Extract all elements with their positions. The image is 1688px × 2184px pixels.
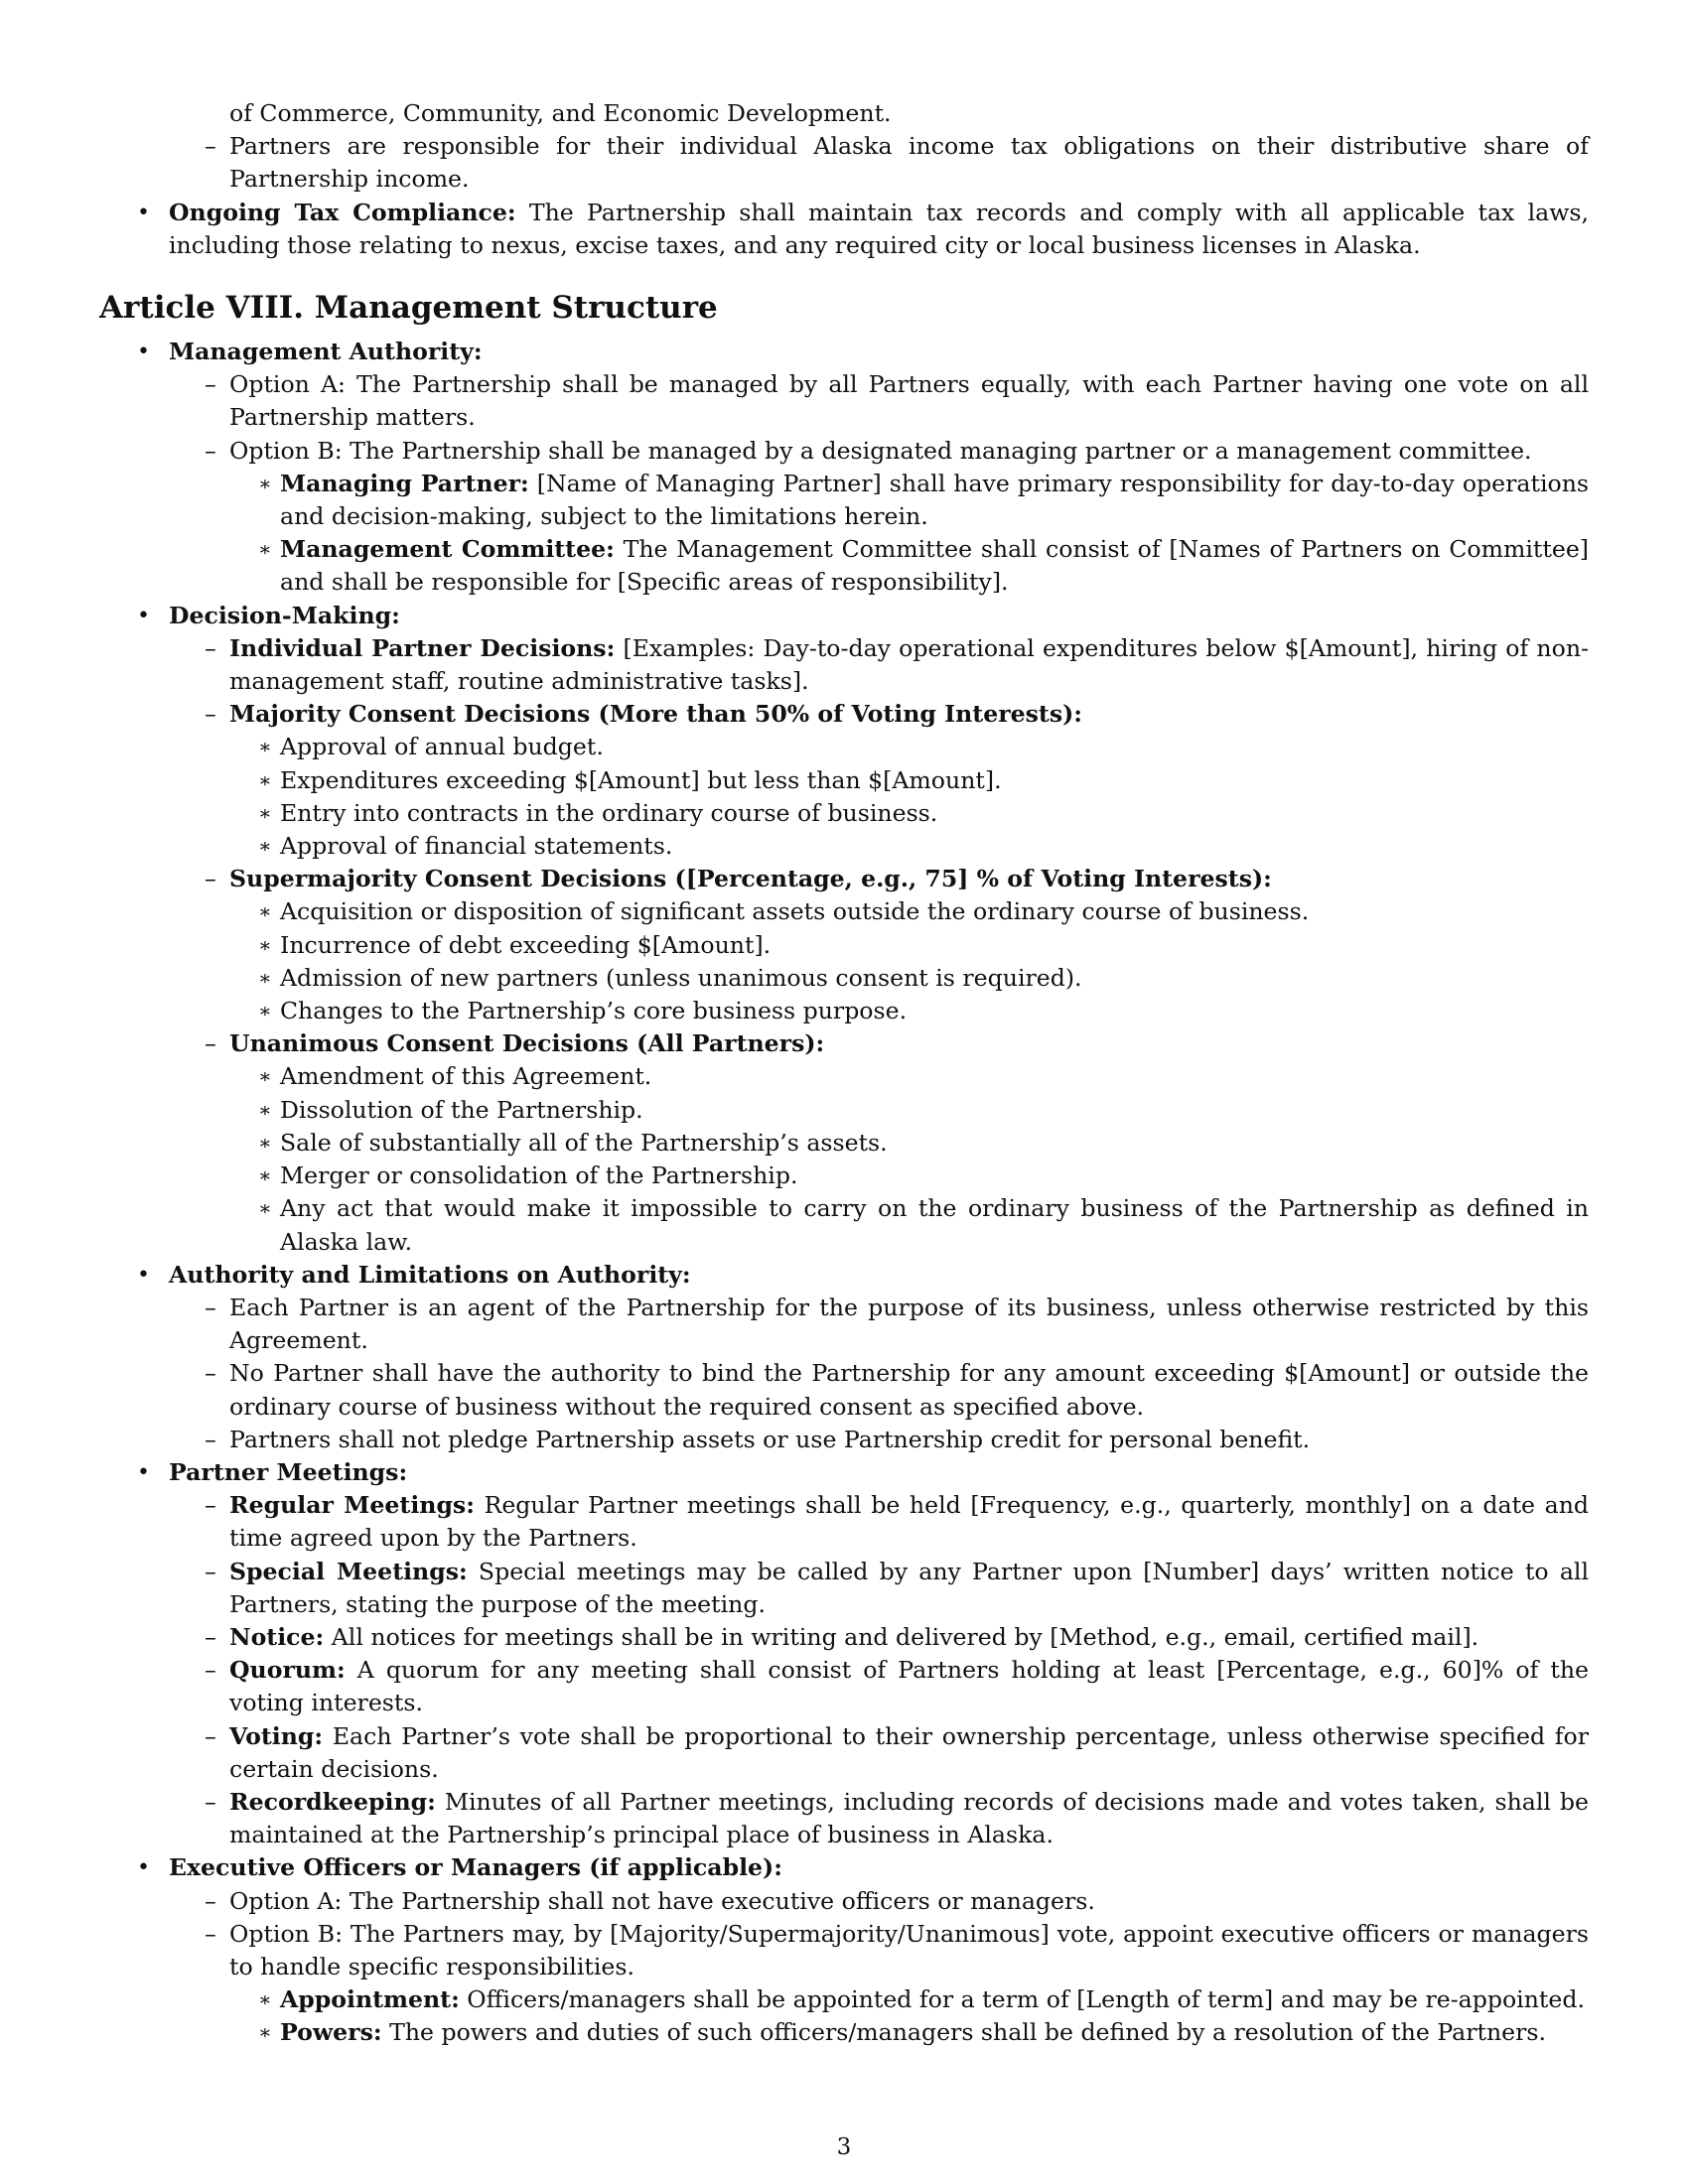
list-item: ∗ Incurrence of debt exceeding $[Amount]. bbox=[229, 929, 1589, 962]
item-label: Powers: bbox=[280, 2018, 382, 2047]
list-item: – Quorum: A quorum for any meeting shall consist of Partners holding at least [Percentage, e.g., 60]% of the voting interests. bbox=[205, 1656, 1589, 1717]
dash-marker: – bbox=[205, 1293, 216, 1321]
dash-marker: – bbox=[205, 1557, 216, 1585]
item-label: Authority and Limitations on Authority: bbox=[169, 1260, 691, 1289]
asterisk-marker: ∗ bbox=[258, 899, 272, 924]
list-item bbox=[99, 336, 1589, 600]
dash-marker: – bbox=[205, 865, 216, 893]
item-label: Notice: bbox=[229, 1622, 325, 1651]
list-item: ∗ Amendment of this Agreement. bbox=[229, 1060, 1589, 1093]
list-item: – Option A: The Partnership shall not have executive officers or managers. bbox=[169, 1885, 1589, 1918]
list-item: ∗ Any act that would make it impossible to carry on the ordinary business of the Partnership as defined in Alaska law. bbox=[258, 1194, 1589, 1256]
list-item: ∗ Admission of new partners (unless unanimous consent is required). bbox=[229, 962, 1589, 995]
list-item: – Option B: The Partners may, by [Majority/Supermajority/Unanimous] vote, appoint executive officers or managers to handle specific responsibilities. ∗ Appointment: Officers/managers shall be appointed for a term of [Length of term] and may be re-appointed. ∗ Powers: The powers and duties of such officers/managers shall be defined by a resolution of the Partners. bbox=[169, 1918, 1589, 2050]
list-item: – Individual Partner Decisions: [Examples: Day-to-day operational expenditures below $[Amount], hiring of non-management staff, routine administrative tasks]. bbox=[205, 633, 1589, 696]
list-item: – Voting: Each Partner’s vote shall be proportional to their ownership percentage, unless otherwise specified for certain decisions. bbox=[205, 1721, 1589, 1783]
list-item: ∗ Changes to the Partnership’s core business purpose. bbox=[229, 995, 1589, 1027]
list-item: – Partners shall not pledge Partnership assets or use Partnership credit for personal benefit. bbox=[169, 1424, 1589, 1456]
list-item: – Each Partner is an agent of the Partnership for the purpose of its business, unless otherwise restricted by this Agreement. bbox=[205, 1293, 1589, 1355]
list-item bbox=[99, 1851, 1589, 2049]
dash-marker: – bbox=[205, 1787, 216, 1816]
list-item: – Option A: The Partnership shall be managed by all Partners equally, with each Partner having one vote on all Partnership matters. bbox=[205, 370, 1589, 432]
list-item: ∗ Acquisition or disposition of significant assets outside the ordinary course of business. bbox=[229, 895, 1589, 928]
list-item: ∗ Powers: The powers and duties of such officers/managers shall be defined by a resolution of the Partners. bbox=[229, 2016, 1589, 2049]
item-label: Managing Partner: bbox=[280, 469, 529, 497]
item-label: Regular Meetings: bbox=[229, 1491, 475, 1520]
item-label: Management Authority: bbox=[169, 338, 483, 366]
item-label: Executive Officers or Managers (if applicable): bbox=[169, 1853, 782, 1882]
list-item: ∗ Appointment: Officers/managers shall be appointed for a term of [Length of term] and may be re-appointed. bbox=[229, 1983, 1589, 2016]
dash-marker: – bbox=[205, 436, 216, 465]
asterisk-marker: ∗ bbox=[258, 1097, 272, 1122]
list-item: ∗ Managing Partner: [Name of Managing Partner] shall have primary responsibility for day-to-day operations and decision-making, subject to the limitations herein. bbox=[258, 469, 1589, 531]
list-item: – Notice: All notices for meetings shall be in writing and delivered by [Method, e.g., email, certified mail]. bbox=[169, 1621, 1589, 1654]
list-item: – Option B: The Partnership shall be managed by a designated managing partner or a management committee. ∗ Managing Partner: [Name of Managing Partner] shall have primary responsibility for day-to-day operations and decision-making, subject to the limitations herein. ∗ Management Committee: The Management Committee shall consist of [Names of Partners on Committee] and shall be responsible for [Specific areas of responsibility]. bbox=[169, 435, 1589, 600]
dash-marker: – bbox=[205, 700, 216, 729]
item-label: Decision-Making: bbox=[169, 601, 400, 629]
continued-text: of Commerce, Community, and Economic Development. bbox=[229, 99, 892, 127]
dash-marker: – bbox=[205, 633, 216, 662]
list-item bbox=[169, 698, 1589, 863]
dash-marker: – bbox=[205, 370, 216, 399]
list-item: – No Partner shall have the authority to bind the Partnership for any amount exceeding $[Amount] or outside the ordinary course of business without the required consent as specified above. bbox=[205, 1359, 1589, 1421]
item-label: Individual Partner Decisions: bbox=[229, 633, 616, 662]
item-label: Appointment: bbox=[280, 1985, 460, 2014]
list-item: ∗ Approval of financial statements. bbox=[229, 830, 1589, 863]
item-label: Quorum: bbox=[229, 1656, 346, 1685]
asterisk-marker: ∗ bbox=[258, 999, 272, 1024]
list-item: – Recordkeeping: Minutes of all Partner meetings, including records of decisions made and votes taken, shall be maintained at the Partnership’s principal place of business in Alaska. bbox=[205, 1787, 1589, 1849]
bullet-marker: • bbox=[137, 200, 150, 225]
list-item bbox=[99, 600, 1589, 1259]
asterisk-marker: ∗ bbox=[258, 1130, 272, 1155]
list-item bbox=[169, 1027, 1589, 1258]
list-item: – Special Meetings: Special meetings may be called by any Partner upon [Number] days’ written notice to all Partners, stating the purpose of the meeting. bbox=[205, 1557, 1590, 1618]
asterisk-marker: ∗ bbox=[258, 965, 272, 990]
asterisk-marker: ∗ bbox=[258, 767, 272, 792]
dash-marker: – bbox=[205, 1886, 216, 1915]
list-item bbox=[99, 1259, 1589, 1456]
dash-marker: – bbox=[205, 132, 216, 161]
list-item: ∗ Expenditures exceeding $[Amount] but less than $[Amount]. bbox=[229, 764, 1589, 797]
list-item: ∗ Merger or consolidation of the Partnership. bbox=[229, 1160, 1589, 1192]
asterisk-marker: ∗ bbox=[258, 2020, 272, 2045]
article-heading: Article VIII. Management Structure bbox=[99, 290, 718, 327]
asterisk-marker: ∗ bbox=[258, 1064, 272, 1089]
item-label: Voting: bbox=[229, 1721, 324, 1750]
list-item: – Regular Meetings: Regular Partner meetings shall be held [Frequency, e.g., quarterly, monthly] on a date and time agreed upon by the Partners. bbox=[205, 1491, 1590, 1553]
dash-marker: – bbox=[205, 1656, 216, 1685]
list-item: ∗ Entry into contracts in the ordinary course of business. bbox=[229, 797, 1589, 830]
asterisk-marker: ∗ bbox=[258, 834, 272, 859]
bullet-marker: • bbox=[137, 1262, 150, 1288]
dash-marker: – bbox=[205, 1425, 216, 1453]
tax-list bbox=[99, 97, 1589, 262]
item-label: Management Committee: bbox=[280, 535, 615, 564]
list-item bbox=[169, 97, 1589, 130]
list-item: • Ongoing Tax Compliance: The Partnership shall maintain tax records and comply with all applicable tax laws, including those relating to nexus, excise taxes, and any required city or local business licenses in Alaska. bbox=[137, 198, 1589, 259]
bullet-marker: • bbox=[137, 340, 150, 365]
bullet-marker: • bbox=[137, 603, 150, 628]
list-item bbox=[169, 863, 1589, 1027]
dash-marker: – bbox=[205, 1359, 216, 1388]
list-item: ∗ Dissolution of the Partnership. bbox=[229, 1094, 1589, 1127]
list-item: – Partners are responsible for their individual Alaska income tax obligations on their distributive share of Partnership income. bbox=[205, 132, 1589, 194]
dash-marker: – bbox=[205, 1622, 216, 1651]
list-item: ∗ Management Committee: The Management Committee shall consist of [Names of Partners on Committee] and shall be responsible for [Specific areas of responsibility]. bbox=[258, 535, 1590, 597]
list-item bbox=[99, 1456, 1589, 1851]
asterisk-marker: ∗ bbox=[258, 1196, 272, 1221]
asterisk-marker: ∗ bbox=[258, 932, 272, 957]
asterisk-marker: ∗ bbox=[258, 537, 272, 562]
list-item: ∗ Approval of annual budget. bbox=[229, 731, 1589, 763]
asterisk-marker: ∗ bbox=[258, 800, 272, 825]
dash-marker: – bbox=[205, 1721, 216, 1750]
bullet-marker: • bbox=[137, 1459, 150, 1485]
asterisk-marker: ∗ bbox=[258, 735, 272, 759]
item-label: Special Meetings: bbox=[229, 1557, 468, 1585]
item-label: Supermajority Consent Decisions ([Percentage, e.g., 75] % of Voting Interests): bbox=[229, 865, 1272, 893]
item-label: Partner Meetings: bbox=[169, 1457, 408, 1486]
dash-marker: – bbox=[205, 1919, 216, 1948]
bullet-marker: • bbox=[137, 1855, 150, 1881]
list-item: ∗ Sale of substantially all of the Partnership’s assets. bbox=[229, 1127, 1589, 1160]
management-list bbox=[99, 336, 1589, 2050]
item-label: Recordkeeping: bbox=[229, 1787, 436, 1816]
item-label: Majority Consent Decisions (More than 50% of Voting Interests): bbox=[229, 700, 1082, 729]
item-label: Unanimous Consent Decisions (All Partners): bbox=[229, 1029, 825, 1058]
page-number: 3 bbox=[836, 2134, 852, 2160]
dash-marker: – bbox=[205, 1491, 216, 1520]
asterisk-marker: ∗ bbox=[258, 471, 272, 495]
asterisk-marker: ∗ bbox=[258, 1163, 272, 1188]
asterisk-marker: ∗ bbox=[258, 1987, 272, 2012]
dash-marker: – bbox=[205, 1029, 216, 1058]
document-page bbox=[99, 97, 1589, 2050]
list-item bbox=[99, 97, 1589, 197]
item-label: Ongoing Tax Compliance: bbox=[169, 198, 516, 226]
